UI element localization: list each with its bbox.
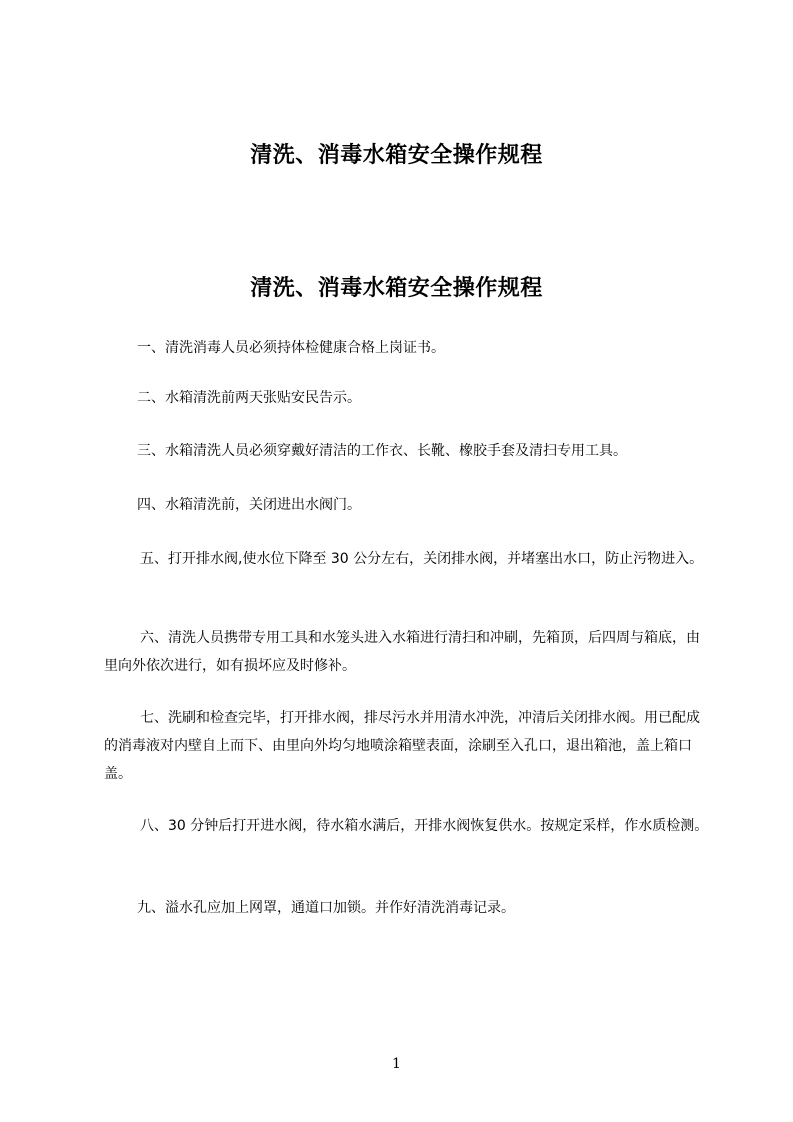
rule-paragraph-6: 六、清洗人员携带专用工具和水笼头进入水箱进行清扫和冲刷，先箱顶，后四周与箱底，由里向外依次进行，如有损坏应及时修补。 xyxy=(104,630,700,674)
rule-paragraph-4: 四、水箱清洗前，关闭进出水阀门。 xyxy=(137,497,361,513)
rule-paragraph-1: 一、清洗消毒人员必须持体检健康合格上岗证书。 xyxy=(137,340,445,356)
rule-paragraph-2: 二、水箱清洗前两天张贴安民告示。 xyxy=(137,390,361,406)
document-title-header: 清洗、消毒水箱安全操作规程 xyxy=(250,143,543,168)
page-number: 1 xyxy=(392,1056,401,1072)
rule-paragraph-7: 七、洗刷和检查完毕，打开排水阀，排尽污水并用清水冲洗，冲清后关闭排水阀。用已配成的消毒液对内壁自上而下、由里向外均匀地喷涂箱壁表面，涂刷至入孔口，退出箱池，盖上箱口盖。 xyxy=(104,710,700,782)
rule-paragraph-8: 八、30 分钟后打开进水阀，待水箱水满后，开排水阀恢复供水。按规定采样，作水质检测。 xyxy=(140,818,709,834)
rule-paragraph-3: 三、水箱清洗人员必须穿戴好清洁的工作衣、长靴、橡胶手套及清扫专用工具。 xyxy=(137,443,627,459)
rule-paragraph-9: 九、溢水孔应加上网罩，通道口加锁。并作好清洗消毒记录。 xyxy=(137,900,515,916)
rule-paragraph-5: 五、打开排水阀,使水位下降至 30 公分左右，关闭排水阀，并堵塞出水口，防止污物进入。 xyxy=(140,551,704,567)
document-title: 清洗、消毒水箱安全操作规程 xyxy=(250,276,543,301)
